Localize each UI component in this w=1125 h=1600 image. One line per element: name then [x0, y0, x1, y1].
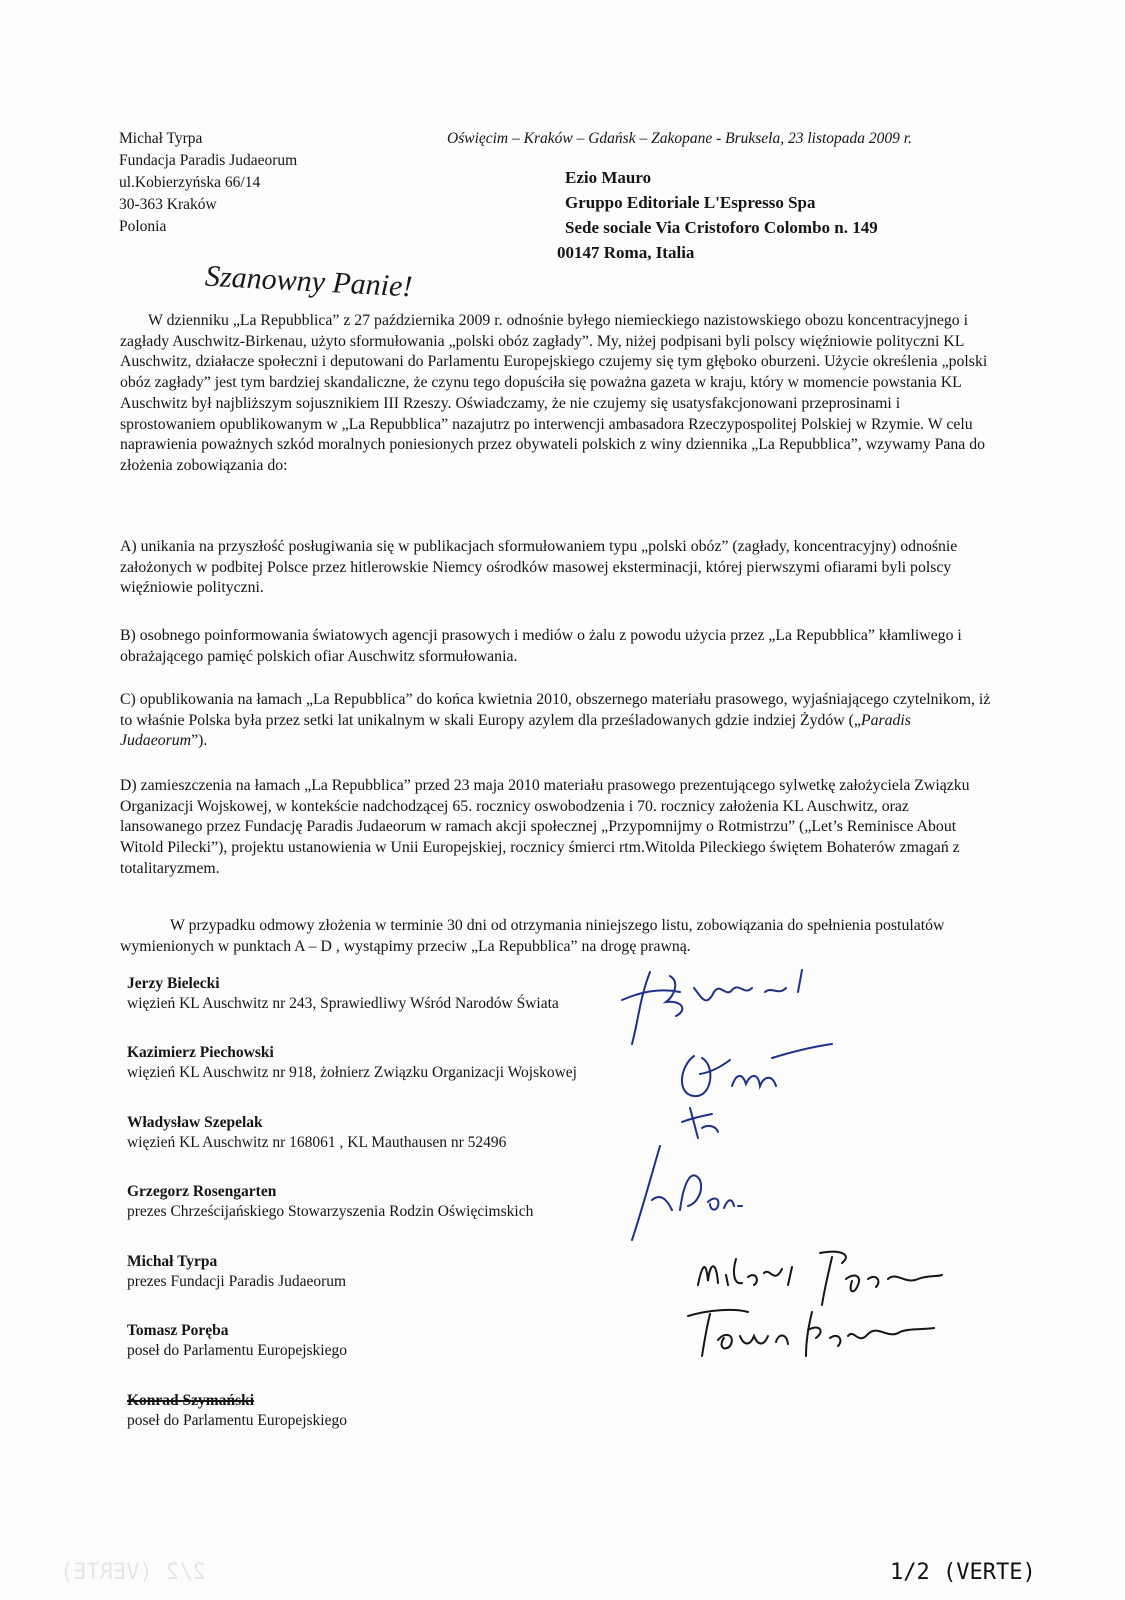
signatory-role: więzień KL Auschwitz nr 168061 , KL Mauthausen nr 52496 — [127, 1134, 507, 1151]
signatory-name-struck: Konrad Szymański — [127, 1392, 255, 1409]
point-c-italic: Paradis Judaeorum — [120, 711, 911, 750]
signatory-name: Jerzy Bielecki — [127, 975, 220, 992]
signatory-role: więzień KL Auschwitz nr 243, Sprawiedliwy Wśród Narodów Świata — [127, 995, 559, 1012]
signatory-role: poseł do Parlamentu Europejskiego — [127, 1342, 347, 1359]
recipient-name: Ezio Mauro — [565, 168, 652, 187]
signatory-4 — [127, 1182, 533, 1222]
point-c-text-start: C) opublikowania na łamach „La Repubblica” do końca kwietnia 2010, obszernego materiału prasowego, wyjaśniającego czytelnikom, iż to właśnie Polska była przez setki lat unikalnym w skali Europy azylem dla prześladowanych gdzie indziej Żydów („ — [120, 691, 991, 729]
point-b-paragraph: B) osobnego poinformowania światowych agencji prasowych i mediów o żalu z powodu użycia przez „La Repubblica” kłamliwego i obrażającego pamięć polskich ofiar Auschwitz sformułowania. — [120, 627, 962, 665]
signatory-name: Grzegorz Rosengarten — [127, 1183, 277, 1200]
signature-poreba — [678, 1300, 948, 1360]
final-paragraph: W przypadku odmowy złożenia w terminie 30 dni od otrzymania niniejszego listu, zobowiązania do spełnienia postulatów wymienionych w punktach A – D , wystąpimy przeciw „La Repubblica” na drogę prawną. — [120, 917, 945, 955]
sender-street: ul.Kobierzyńska 66/14 — [119, 174, 261, 191]
signatory-role: prezes Fundacji Paradis Judaeorum — [127, 1273, 347, 1290]
recipient-city: 00147 Roma, Italia — [557, 243, 695, 262]
signature-bielecki — [610, 952, 840, 1047]
point-a-paragraph: A) unikania na przyszłość posługiwania się w publikacjach sformułowaniem typu „polski obóz” (zagłady, koncentracyjny) odnośnie założonych w podbitej Polsce przez hitlerowskie Niemcy ośrodków masowej eksterminacji, której pierwszymi ofiarami byli polscy więźniowie polityczni. — [120, 538, 958, 597]
recipient-address: Sede sociale Via Cristoforo Colombo n. 149 — [565, 218, 878, 237]
signatory-name: Michał Tyrpa — [127, 1253, 218, 1270]
signature-piechowski — [672, 1036, 842, 1106]
point-d-paragraph: D) zamieszczenia na łamach „La Repubblica” przed 23 maja 2010 materiału prasowego prezentującego sylwetkę założyciela Związku Organizacji Wojskowej, w kontekście nadchodzącej 65. rocznicy oswobodzenia i 70. rocznicy założenia KL Auschwitz, oraz lansowanego przez Fundację Paradis Judaeorum w ramach akcji społecznej „Przypomnijmy o Rotmistrzu” („Let’s Reminisce About Witold Pilecki”), projektu ustanowienia w Unii Europejskiej, rocznicy śmierci rtm.Witolda Pileckiego świętem Bohaterów zmagań z totalitaryzmem. — [120, 777, 970, 877]
signatory-6 — [127, 1321, 347, 1361]
signatory-5 — [127, 1252, 346, 1292]
signatory-role: poseł do Parlamentu Europejskiego — [127, 1412, 347, 1429]
recipient-block — [557, 165, 878, 265]
sender-block — [119, 128, 297, 238]
handwritten-greeting: Szanowny Panie! — [204, 259, 414, 304]
point-c-text-end: ”). — [191, 732, 208, 750]
signatory-name: Władysław Szepelak — [127, 1114, 263, 1131]
point-c-paragraph — [120, 690, 995, 752]
place-date: Oświęcim – Kraków – Gdańsk – Zakopane - Bruksela, 23 listopada 2009 r. — [447, 130, 912, 147]
bleed-through-text: 2/2 (VERTE) — [60, 1560, 206, 1585]
sender-city: 30-363 Kraków — [119, 196, 217, 213]
signatory-name: Tomasz Poręba — [127, 1322, 229, 1339]
signatory-name: Kazimierz Piechowski — [127, 1044, 274, 1061]
signatory-1 — [127, 974, 559, 1014]
recipient-company: Gruppo Editoriale L'Espresso Spa — [565, 193, 816, 212]
signatory-3 — [127, 1113, 506, 1153]
sender-country: Polonia — [119, 218, 167, 235]
sender-org: Fundacja Paradis Judaeorum — [119, 152, 298, 169]
intro-paragraph: W dzienniku „La Repubblica” z 27 października 2009 r. odnośnie byłego niemieckiego nazistowskiego obozu koncentracyjnego i zagłady Auschwitz-Birkenau, użyto sformułowania „polski obóz zagłady”. My, niżej podpisani byli polscy więźniowie polityczni KL Auschwitz, działacze społeczni i deputowani do Parlamentu Europejskiego czujemy się tym głęboko oburzeni. Użycie określenia „polski obóz zagłady” jest tym bardziej skandaliczne, że czynu tego dopuściła się poważna gazeta w kraju, który w momencie powstania KL Auschwitz był najbliższym sojusznikiem III Rzeszy. Oświadczamy, że nie czujemy się usatysfakcjonowani przeprosinami i sprostowaniem opublikowanym w „La Repubblica” nazajutrz po interwencji ambasadora Rzeczypospolitej Polskiej w Rzymie. W celu naprawienia poważnych szkód moralnych poniesionych przez obywateli polskich z winy dziennika „La Repubblica”, wzywamy Pana do złożenia zobowiązania do: — [120, 312, 988, 474]
signatory-2 — [127, 1043, 577, 1083]
signature-rosengarten — [622, 1140, 772, 1245]
signatory-7 — [127, 1391, 347, 1431]
signatory-role: prezes Chrześcijańskiego Stowarzyszenia Rodzin Oświęcimskich — [127, 1203, 534, 1220]
sender-name: Michał Tyrpa — [119, 130, 203, 147]
page-number-mark: 1/2 (VERTE) — [890, 1560, 1036, 1585]
signatory-role: więzień KL Auschwitz nr 918, żołnierz Związku Organizacji Wojskowej — [127, 1064, 577, 1081]
